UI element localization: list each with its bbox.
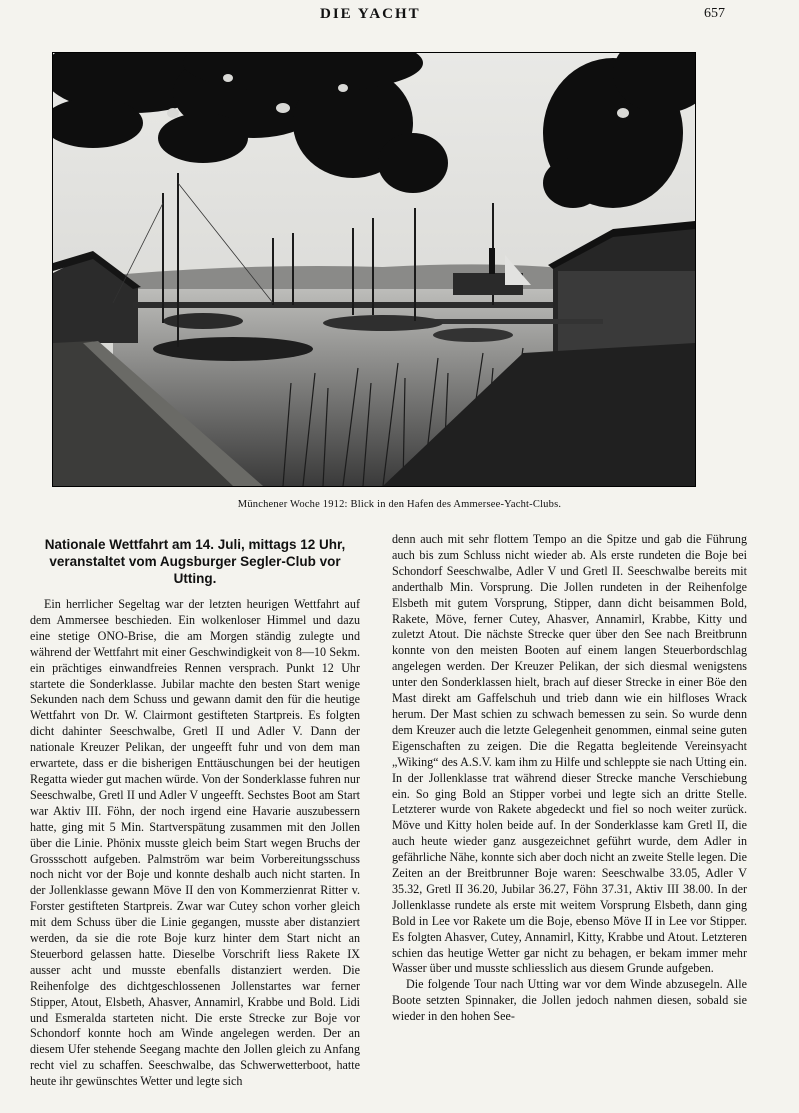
running-head [0, 4, 799, 24]
page-number: 657 [704, 6, 725, 21]
article-column-right [392, 532, 747, 1025]
headline-line-1: Nationale Wettfahrt am 14. Juli, mittags 12 Uhr, [44, 537, 346, 552]
journal-title: DIE YACHT [320, 6, 421, 22]
article-headline [30, 536, 360, 587]
figure-caption: Münchener Woche 1912: Blick in den Hafen des Ammersee-Yacht-Clubs. [237, 499, 562, 510]
body-paragraph: Die folgende Tour nach Utting war vor dem Winde abzusegeln. Alle Boote setzten Spinnaker, die Jollen jedoch nahmen diesen, sobald sie wieder in den hohen See- [392, 977, 747, 1024]
harbor-photo-illustration [53, 53, 695, 486]
harbor-photograph [52, 52, 696, 487]
article-column-left [30, 532, 360, 1090]
headline-line-2: veranstaltet vom Augsburger Segler-Club vor Utting. [49, 554, 341, 586]
body-paragraph: Ein herrlicher Segeltag war der letzten heurigen Wettfahrt auf dem Ammersee beschieden. Ein wolkenloser Himmel und dazu eine stetige ONO-Brise, die am Morgen ständig zulegte und während der Wettfahrt mit einer Geschwindigkeit von 8—10 Sekm. ein prächtiges einwandfreies Rennen versprach. Punkt 12 Uhr startete die Sonderklasse. Jubilar machte den besten Start wenige Sekunden nach dem Schuss und gewann damit den für die heutige Wettfahrt von Dr. W. Clairmont gestifteten Startpreis. Es folgten dicht dahinter Seeschwalbe, Gretl II und Adler V. Dann der nationale Kreuzer Pelikan, der ungeefft fuhr und von dem man erwartete, dass er die bisherigen Enttäuschungen bei der heutigen Regatta wieder gut machen würde. Von der Sonderklasse fuhren nur Seeschwalbe, Gretl II und Adler V ungeefft. Sechstes Boot am Start war Aktiv III. Föhn, der noch irgend eine Havarie auszubessern hatte, ging mit 5 Min. Startverspätung zusammen mit den Jollen über die Linie. Phönix musste gleich beim Start wegen Bruchs der Grossschott aufgeben. Palmström war beim Vorbereitungsschuss noch nicht vor der Boje und konnte deshalb auch nicht starten. In der Jollenklasse gewann Möve II den von Kommerzienrat Ritter v. Forster gestifteten Startpreis. Zwar war Cutey schon vorher gleich mit dem Schuss über die Linie gegangen, musste aber distanziert werden, da sie die rote Boje kurz hinter dem Start nicht an Steuerbord gelassen hatte. Dieselbe Vorschrift liess Rakete IX ausser acht und musste ebenfalls distanziert werden. Die Reihenfolge des dichtgeschlossenen Jollenstartes war ferner Stipper, Atout, Elsbeth, Ahasver, Annamirl, Krabbe und Bold. Lidi und Esmeralda starteten nicht. Die erste Strecke zur Boje vor Schondorf konnte hoch am Winde angelegen werden. Der an diesem Ufer stehende Seegang machte den Jollen gleich zu Anfang recht viel zu schaffen. Seeschwalbe, das Schwerwetterboot, hatte heute ihr gewünschtes Wetter und legte sich [30, 597, 360, 1089]
body-paragraph: denn auch mit sehr flottem Tempo an die Spitze und gab die Führung auch bis zum Schluss nicht wieder ab. Als erste rundeten die Boje bei Schondorf Seeschwalbe, Adler V und Gretl II. Seeschwalbe bereits mit anderthalb Min. Vorsprung. Die Jollen rundeten in der Reihenfolge Elsbeth mit gutem Vorsprung, Stipper, dann dicht beisammen Bold, Rakete, Möve, ferner Cutey, Ahasver, Annamirl, Krabbe, Kitty und zuletzt Atout. Die nächste Strecke quer über den See nach Breitbrunn konnte von den meisten Booten auf einem langen Steuerbordschlag angelegen werden. Der Kreuzer Pelikan, der sich diesmal wenigstens unter den Sonderklassen hielt, brach auf dieser Strecke in einer Böe den Mast direkt am Gaffelschuh und trieb dann wie ein hilfloses Wrack herum. Der Mast schien zu schwach bemessen zu sein. So wurde denn dem Kreuzer auch die letzte Gelegenheit genommen, einmal seine guten Eigenschaften zu zeigen. Die die Regatta begleitende Vereinsyacht „Wiking“ des A.S.V. kam ihm zu Hilfe und schleppte sie nach Utting ein. In der Jollenklasse trat während dieser Strecke manche Verschiebung ein. So ging Bold an Stipper vorbei und legte sich an dritte Stelle. Letzterer wurde von Rakete abgedeckt und fiel so noch weiter zurück. Möve und Kitty holen beide auf. In der Sonderklasse kam Gretl II, die auch heute wieder ganz ausgezeichnet geführt wurde, dem Adler in gefährliche Nähe, konnte sich aber doch nicht an zweite Stelle legen. Die Zeiten an der Breitbrunner Boje waren: Seeschwalbe 33.05, Adler V 35.32, Gretl II 36.20, Jubilar 36.27, Föhn 37.31, Aktiv III 38.00. In der Jollenklasse rundete als erste mit weitem Vorsprung Elsbeth, dann ging Bold in Lee vor Rakete um die Boje, ebenso Möve II in Lee vor Stipper. Es folgten Ahasver, Cutey, Annamirl, Kitty, Krabbe und Atout. Letzteren schien das heutige Wetter gar nicht zu behagen, er bekam immer mehr Wasser über und musste schliesslich aus diesem Grunde aufgeben. [392, 532, 747, 976]
